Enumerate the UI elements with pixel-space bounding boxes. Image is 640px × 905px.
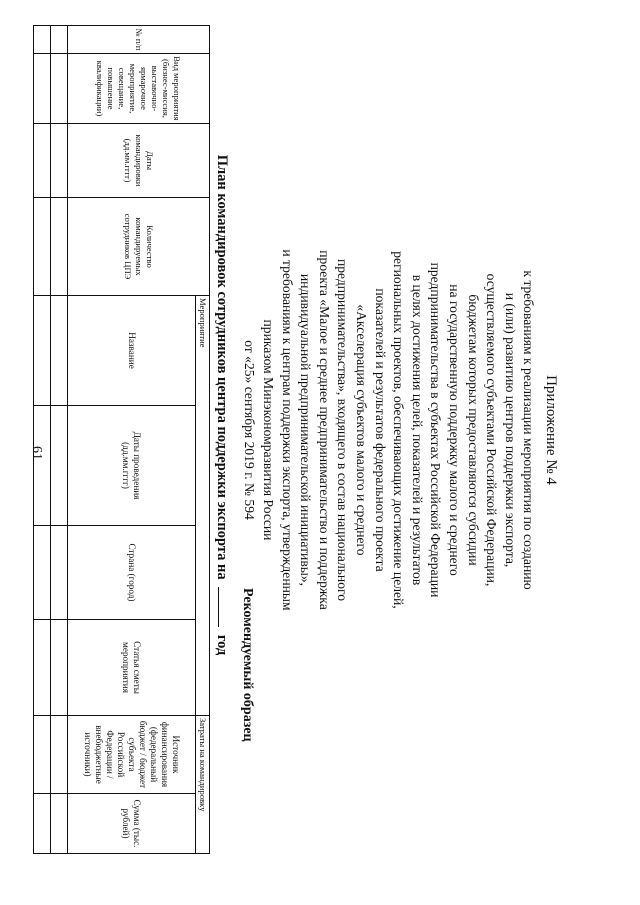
header-line: к требованиям к реализации мероприятия по созданию (521, 270, 537, 590)
col-estimate-header: Статья сметы мероприятия (68, 620, 196, 716)
header-line: и требованиям к центрам поддержки экспорта, утвержденным (279, 249, 295, 611)
table-cell (51, 406, 68, 526)
col-no-header: № п/п (68, 26, 210, 54)
year-blank (218, 587, 231, 627)
header-line: от «25» сентября 2019 г. № 594 (242, 340, 258, 520)
table-cell (51, 124, 68, 198)
group-costs-header: Затраты на командировку (196, 716, 210, 854)
header-line: бюджетам которых предоставляются субсидии (465, 294, 481, 566)
col-country-header: Страна (город) (68, 526, 196, 620)
header-line: на государственную поддержку малого и среднего (447, 284, 463, 576)
table-cell (34, 54, 51, 124)
table-cell (51, 716, 68, 794)
group-event-header: Мероприятие (196, 296, 210, 716)
header-line: «Акселерация субъектов малого и среднего (354, 304, 370, 556)
business-trip-plan-table (33, 25, 210, 854)
table-cell (34, 406, 51, 526)
table-cell (34, 794, 51, 854)
col-sum-header: Сумма (тыс. рублей) (68, 794, 196, 854)
table-cell (34, 716, 51, 794)
header-line: в целях достижения целей, показателей и результатов (409, 274, 425, 586)
col-source-header: Источник финансирования (федеральный бюджет / бюджет субъекта Российской Федерации / внебюджетные источники) (68, 716, 196, 794)
table-cell (34, 526, 51, 620)
table-header-row (196, 26, 210, 854)
header-line: и (или) развитию центров поддержки экспорта, (502, 292, 518, 568)
page-number: 61 (29, 446, 44, 460)
plan-title-year: год (214, 634, 230, 656)
table-cell (51, 526, 68, 620)
table-cell (51, 620, 68, 716)
table-cell (51, 794, 68, 854)
table-cell (51, 54, 68, 124)
plan-title-text: План командировок сотрудников центра поддержки экспорта на (214, 154, 230, 580)
appendix-header (240, 70, 560, 790)
table-cell (34, 296, 51, 406)
table-cell (34, 620, 51, 716)
table-cell (51, 26, 68, 54)
appendix-title: Приложение № 4 (543, 375, 559, 485)
header-line: приказом Минэкономразвития России (261, 319, 277, 541)
table-row (34, 26, 51, 854)
col-name-header: Название (68, 296, 196, 406)
header-line: индивидуальной предпринимательской инициативы», (298, 273, 314, 587)
header-line: показателей и результатов федерального проекта (372, 288, 388, 572)
header-line: предпринимательства в субъектах Российской Федерации (428, 262, 444, 598)
col-count-header: Количество командируемых сотрудников ЦПЭ (68, 198, 210, 296)
table-cell (51, 198, 68, 296)
recommended-sample-label: Рекомендуемый образец (240, 588, 255, 742)
header-line: региональных проектов, обеспечивающих достижение целей, (391, 251, 407, 609)
plan-title (213, 105, 231, 705)
col-dates-event-header: Даты проведения (дд.мм.гггг) (68, 406, 196, 526)
header-line: осуществляемого субъектами Российской Федерации, (484, 273, 500, 587)
col-dates-trip-header: Даты командировки (дд.мм.гггг) (68, 124, 210, 198)
header-line: предпринимательства», входящего в состав национального (335, 258, 351, 602)
table-cell (34, 124, 51, 198)
table-cell (34, 198, 51, 296)
col-type-header: Вид мероприятия (бизнес-миссия, выставочно-ярмарочное мероприятие, совещание, повышение квалификации) (68, 54, 210, 124)
header-line: проекта «Малое и среднее предпринимательство и поддержка (316, 250, 332, 610)
table-row (51, 26, 68, 854)
table-cell (51, 296, 68, 406)
table-cell (34, 26, 51, 54)
